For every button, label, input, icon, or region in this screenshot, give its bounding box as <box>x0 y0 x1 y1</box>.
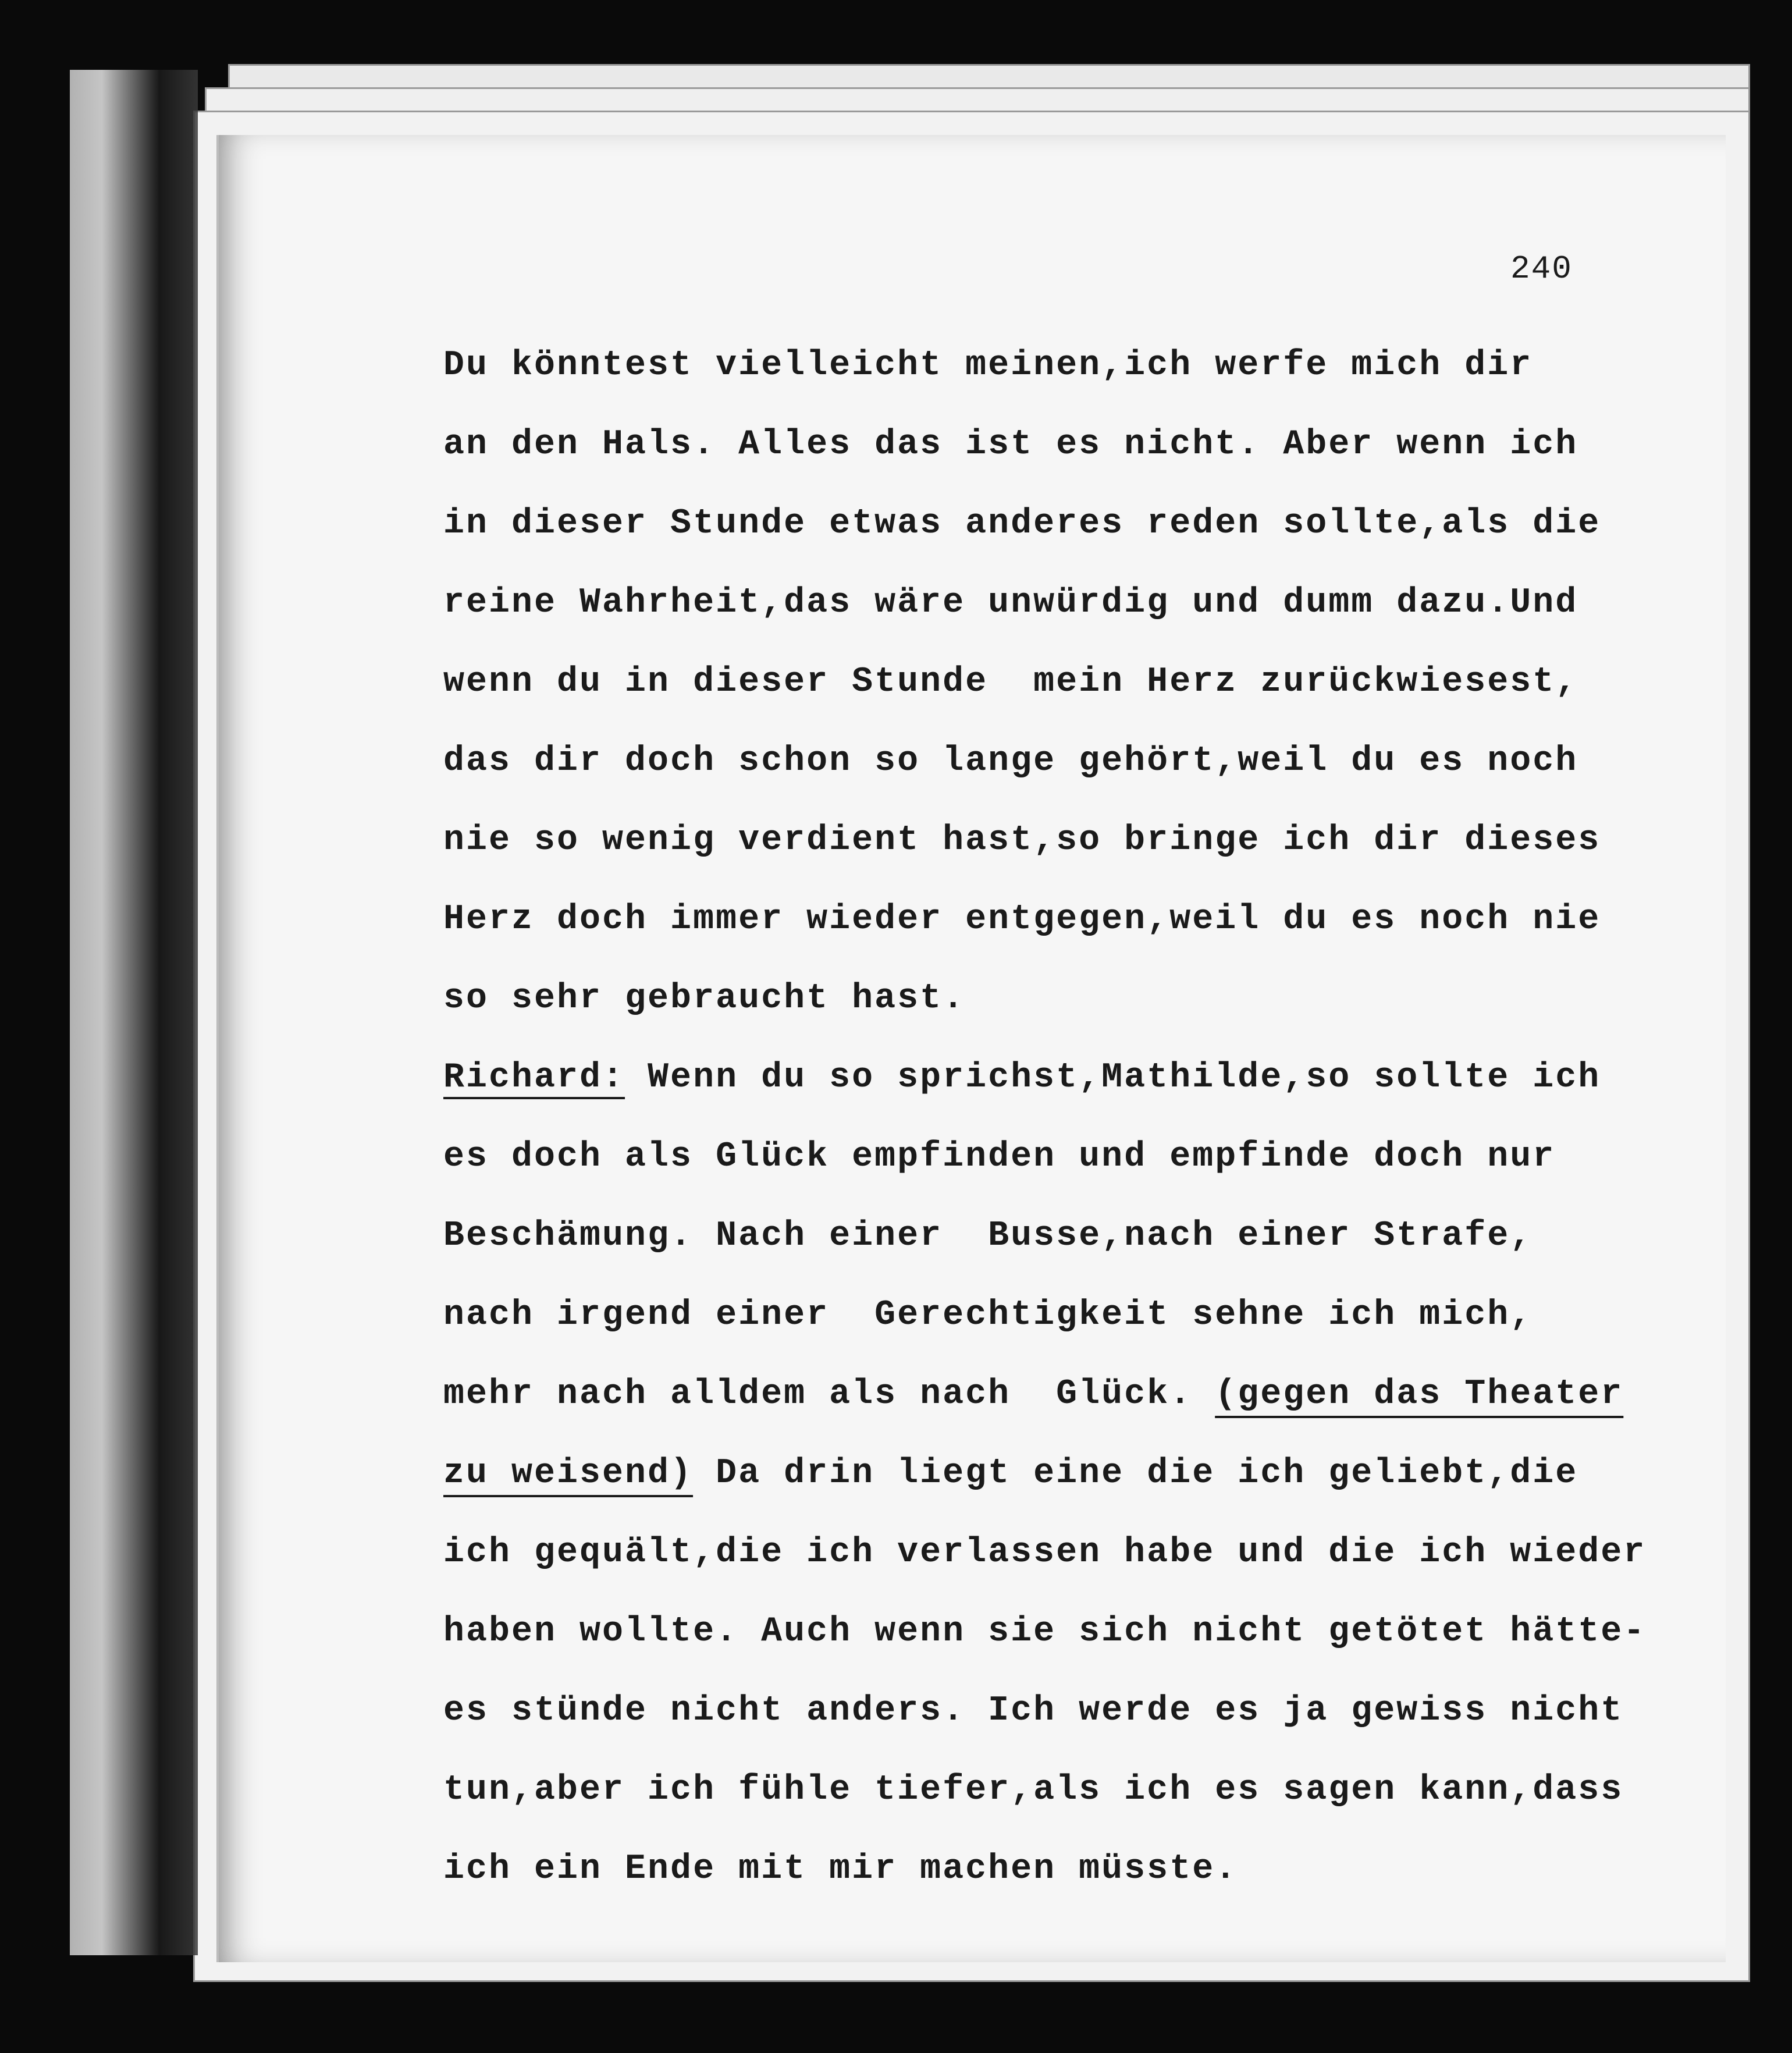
stage-direction-line-2 <box>443 1434 1694 1513</box>
manuscript-text <box>443 326 1694 1909</box>
text-line: es stünde nicht anders. Ich werde es ja gewiss nicht <box>443 1691 1624 1731</box>
speaker-name: Richard: <box>443 1058 625 1097</box>
text-line: es doch als Glück empfinden und empfinde doch nur <box>443 1137 1556 1177</box>
text-line: an den Hals. Alles das ist es nicht. Aber wenn ich <box>443 425 1578 464</box>
stage-direction-line-1 <box>443 1355 1694 1434</box>
text-segment: mehr nach alldem als nach Glück. <box>443 1374 1215 1414</box>
text-line: nie so wenig verdient hast,so bringe ich dir dieses <box>443 821 1601 860</box>
text-line: Du könntest vielleicht meinen,ich werfe mich dir <box>443 346 1533 385</box>
binding-shadow <box>70 70 198 1955</box>
text-line: nach irgend einer Gerechtigkeit sehne ich mich, <box>443 1295 1533 1335</box>
text-line: in dieser Stunde etwas anderes reden sollte,als die <box>443 504 1601 544</box>
text-line: reine Wahrheit,das wäre unwürdig und dumm dazu.Und <box>443 583 1578 623</box>
text-segment: Da drin liegt eine die ich geliebt,die <box>693 1454 1578 1493</box>
text-line: ich ein Ende mit mir machen müsste. <box>443 1849 1238 1889</box>
text-line: ich gequält,die ich verlassen habe und die ich wieder <box>443 1533 1647 1572</box>
stage-direction: zu weisend) <box>443 1454 694 1493</box>
stage-direction: (gegen das Theater <box>1215 1374 1624 1414</box>
text-line: tun,aber ich fühle tiefer,als ich es sagen kann,dass <box>443 1770 1624 1810</box>
speaker-line-text: Wenn du so sprichst,Mathilde,so sollte ich <box>625 1058 1601 1097</box>
page-number: 240 <box>1510 250 1573 287</box>
text-line: Beschämung. Nach einer Busse,nach einer Strafe, <box>443 1216 1533 1256</box>
text-line: Herz doch immer wieder entgegen,weil du es noch nie <box>443 900 1601 939</box>
text-line: so sehr gebraucht hast. <box>443 979 966 1018</box>
text-line: haben wollte. Auch wenn sie sich nicht getötet hätte- <box>443 1612 1647 1651</box>
text-line: wenn du in dieser Stunde mein Herz zurückwiesest, <box>443 662 1578 702</box>
speaker-line <box>443 1038 1694 1117</box>
text-line: das dir doch schon so lange gehört,weil du es noch <box>443 741 1578 781</box>
